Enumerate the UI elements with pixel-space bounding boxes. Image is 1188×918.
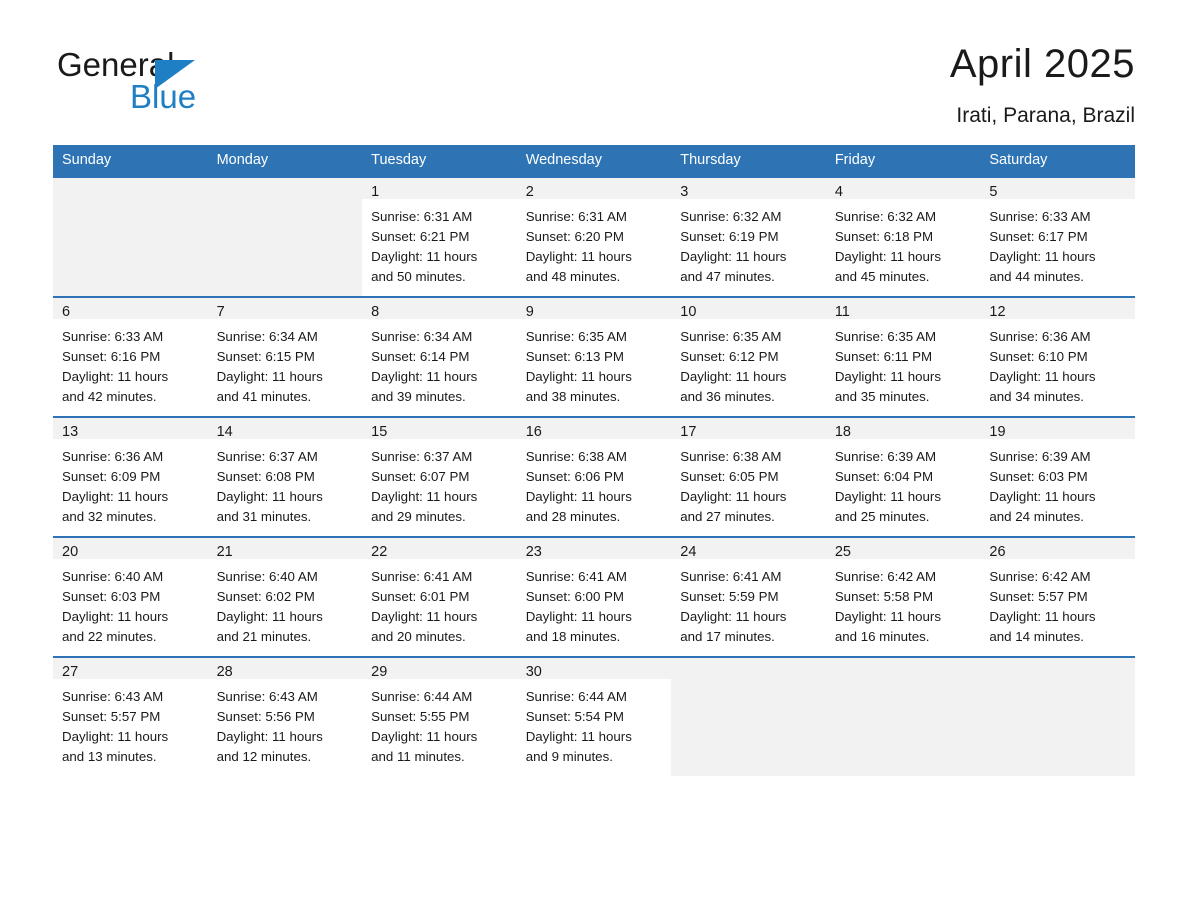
- calendar-cell[interactable]: [517, 417, 672, 537]
- sunrise-text: Sunrise: 6:39 AM: [834, 449, 937, 464]
- calendar-cell[interactable]: [362, 417, 517, 537]
- day-number: 30: [517, 658, 672, 679]
- sunrise-text: Sunrise: 6:31 AM: [371, 209, 473, 224]
- daylight-text-line2: and 14 minutes.: [989, 629, 1084, 644]
- sunset-text: Sunset: 6:20 PM: [525, 229, 624, 244]
- day-details: [53, 559, 208, 647]
- day-number: 22: [362, 538, 517, 559]
- day-number: 2: [517, 178, 672, 199]
- calendar-cell[interactable]: [53, 297, 208, 417]
- sunrise-text: Sunrise: 6:32 AM: [834, 209, 937, 224]
- day-number: 5: [980, 178, 1135, 199]
- daylight-text-line2: and 39 minutes.: [371, 389, 466, 404]
- day-details: [362, 679, 517, 767]
- day-number: 6: [53, 298, 208, 319]
- sunset-text: Sunset: 5:58 PM: [834, 589, 934, 604]
- daylight-text-line2: and 32 minutes.: [62, 509, 157, 524]
- calendar-cell[interactable]: [208, 417, 363, 537]
- calendar-cell[interactable]: [671, 537, 826, 657]
- sunset-text: Sunset: 6:02 PM: [216, 589, 315, 604]
- day-number: 29: [362, 658, 517, 679]
- daylight-text-line1: Daylight: 11 hours: [525, 489, 632, 504]
- day-details: [826, 439, 981, 527]
- sunrise-text: Sunrise: 6:44 AM: [525, 689, 627, 704]
- daylight-text-line2: and 48 minutes.: [525, 269, 621, 284]
- calendar-cell[interactable]: [208, 657, 363, 776]
- sunset-text: Sunset: 6:10 PM: [989, 349, 1088, 364]
- title-block: [950, 40, 1135, 128]
- sunset-text: Sunset: 6:21 PM: [371, 229, 470, 244]
- daylight-text-line2: and 47 minutes.: [680, 269, 775, 284]
- sunrise-text: Sunrise: 6:39 AM: [989, 449, 1091, 464]
- logo-triangle-icon: [155, 60, 195, 89]
- daylight-text-line2: and 25 minutes.: [834, 509, 930, 524]
- sunrise-text: Sunrise: 6:34 AM: [216, 329, 318, 344]
- day-details: [53, 439, 208, 527]
- location-subtitle: Irati, Parana, Brazil: [956, 104, 1135, 127]
- weekday-header-row: [53, 145, 1135, 177]
- sunrise-sunset-calendar: [53, 145, 1135, 776]
- calendar-cell[interactable]: [362, 657, 517, 776]
- sunset-text: Sunset: 5:54 PM: [525, 709, 624, 724]
- day-number: 7: [208, 298, 363, 319]
- daylight-text-line1: Daylight: 11 hours: [371, 489, 478, 504]
- day-details: [980, 559, 1135, 647]
- daylight-text-line1: Daylight: 11 hours: [216, 609, 323, 624]
- sunrise-text: Sunrise: 6:33 AM: [62, 329, 164, 344]
- sunset-text: Sunset: 6:09 PM: [62, 469, 161, 484]
- day-details: [826, 319, 981, 407]
- daylight-text-line1: Daylight: 11 hours: [371, 729, 478, 744]
- calendar-week-row: [53, 537, 1135, 657]
- sunrise-text: Sunrise: 6:41 AM: [371, 569, 473, 584]
- daylight-text-line2: and 44 minutes.: [989, 269, 1084, 284]
- calendar-cell[interactable]: [53, 417, 208, 537]
- sunset-text: Sunset: 6:00 PM: [525, 589, 624, 604]
- day-number: 23: [517, 538, 672, 559]
- daylight-text-line1: Daylight: 11 hours: [525, 249, 632, 264]
- sunrise-text: Sunrise: 6:34 AM: [371, 329, 473, 344]
- calendar-cell[interactable]: [826, 537, 981, 657]
- calendar-cell[interactable]: [671, 417, 826, 537]
- daylight-text-line2: and 45 minutes.: [834, 269, 930, 284]
- weekday-header-friday: Friday: [826, 145, 981, 177]
- sunset-text: Sunset: 6:06 PM: [525, 469, 624, 484]
- daylight-text-line1: Daylight: 11 hours: [216, 489, 323, 504]
- day-details: [208, 319, 363, 407]
- calendar-week-row: [53, 657, 1135, 776]
- sunset-text: Sunset: 6:04 PM: [834, 469, 934, 484]
- day-number: 15: [362, 418, 517, 439]
- daylight-text-line2: and 24 minutes.: [989, 509, 1084, 524]
- general-blue-logo: [57, 48, 317, 118]
- sunrise-text: Sunrise: 6:36 AM: [62, 449, 164, 464]
- day-number: 17: [671, 418, 826, 439]
- daylight-text-line1: Daylight: 11 hours: [371, 609, 478, 624]
- calendar-cell-empty: [980, 657, 1135, 776]
- daylight-text-line1: Daylight: 11 hours: [989, 369, 1096, 384]
- calendar-cell[interactable]: [980, 537, 1135, 657]
- sunrise-text: Sunrise: 6:31 AM: [525, 209, 627, 224]
- sunset-text: Sunset: 6:17 PM: [989, 229, 1088, 244]
- daylight-text-line1: Daylight: 11 hours: [62, 729, 169, 744]
- daylight-text-line1: Daylight: 11 hours: [989, 609, 1096, 624]
- sunset-text: Sunset: 5:57 PM: [62, 709, 161, 724]
- weekday-header-wednesday: Wednesday: [517, 145, 672, 177]
- day-number: 11: [826, 298, 981, 319]
- day-number: 14: [208, 418, 363, 439]
- daylight-text-line2: and 21 minutes.: [216, 629, 312, 644]
- sunset-text: Sunset: 5:56 PM: [216, 709, 315, 724]
- calendar-week-row: [53, 177, 1135, 297]
- daylight-text-line2: and 41 minutes.: [216, 389, 312, 404]
- sunrise-text: Sunrise: 6:35 AM: [525, 329, 627, 344]
- daylight-text-line2: and 11 minutes.: [371, 749, 465, 764]
- day-number: 3: [671, 178, 826, 199]
- day-details: [208, 439, 363, 527]
- calendar-week-row: [53, 417, 1135, 537]
- sunrise-text: Sunrise: 6:43 AM: [216, 689, 318, 704]
- calendar-cell[interactable]: [671, 177, 826, 297]
- calendar-cell[interactable]: [362, 537, 517, 657]
- day-details: [671, 199, 826, 287]
- calendar-cell[interactable]: [208, 537, 363, 657]
- daylight-text-line2: and 13 minutes.: [62, 749, 157, 764]
- logo-text-general: General: [57, 46, 175, 83]
- day-number: 26: [980, 538, 1135, 559]
- page-title: April 2025: [949, 42, 1135, 86]
- sunset-text: Sunset: 6:12 PM: [680, 349, 779, 364]
- calendar-cell[interactable]: [980, 297, 1135, 417]
- day-details: [980, 199, 1135, 287]
- daylight-text-line2: and 34 minutes.: [989, 389, 1084, 404]
- day-details: [671, 559, 826, 647]
- daylight-text-line1: Daylight: 11 hours: [989, 489, 1096, 504]
- daylight-text-line2: and 28 minutes.: [525, 509, 621, 524]
- day-number: 20: [53, 538, 208, 559]
- sunrise-text: Sunrise: 6:35 AM: [680, 329, 782, 344]
- sunrise-text: Sunrise: 6:37 AM: [216, 449, 318, 464]
- sunrise-text: Sunrise: 6:32 AM: [680, 209, 782, 224]
- sunrise-text: Sunrise: 6:41 AM: [680, 569, 782, 584]
- sunset-text: Sunset: 6:19 PM: [680, 229, 779, 244]
- weekday-header-monday: Monday: [208, 145, 363, 177]
- sunset-text: Sunset: 5:59 PM: [680, 589, 779, 604]
- daylight-text-line1: Daylight: 11 hours: [680, 609, 787, 624]
- weekday-header-thursday: Thursday: [671, 145, 826, 177]
- day-details: [980, 319, 1135, 407]
- sunrise-text: Sunrise: 6:44 AM: [371, 689, 473, 704]
- daylight-text-line2: and 42 minutes.: [62, 389, 157, 404]
- day-details: [517, 439, 672, 527]
- daylight-text-line2: and 38 minutes.: [525, 389, 621, 404]
- sunrise-text: Sunrise: 6:36 AM: [989, 329, 1091, 344]
- daylight-text-line1: Daylight: 11 hours: [525, 609, 632, 624]
- day-details: [208, 559, 363, 647]
- sunset-text: Sunset: 6:11 PM: [834, 349, 933, 364]
- sunset-text: Sunset: 6:01 PM: [371, 589, 470, 604]
- day-number: 13: [53, 418, 208, 439]
- sunset-text: Sunset: 5:57 PM: [989, 589, 1088, 604]
- daylight-text-line1: Daylight: 11 hours: [371, 249, 478, 264]
- calendar-cell-empty: [671, 657, 826, 776]
- sunrise-text: Sunrise: 6:40 AM: [62, 569, 164, 584]
- calendar-cell[interactable]: [53, 537, 208, 657]
- day-number: 21: [208, 538, 363, 559]
- daylight-text-line1: Daylight: 11 hours: [525, 729, 632, 744]
- logo-text-blue: Blue: [130, 78, 197, 115]
- day-details: [517, 679, 672, 767]
- calendar-cell[interactable]: [362, 177, 517, 297]
- calendar-cell[interactable]: [53, 657, 208, 776]
- calendar-cell[interactable]: [826, 417, 981, 537]
- daylight-text-line1: Daylight: 11 hours: [834, 369, 941, 384]
- sunrise-text: Sunrise: 6:41 AM: [525, 569, 627, 584]
- calendar-cell[interactable]: [826, 297, 981, 417]
- daylight-text-line2: and 31 minutes.: [216, 509, 312, 524]
- sunset-text: Sunset: 6:08 PM: [216, 469, 315, 484]
- day-details: [208, 679, 363, 767]
- calendar-cell-empty: [826, 657, 981, 776]
- daylight-text-line1: Daylight: 11 hours: [989, 249, 1096, 264]
- sunrise-text: Sunrise: 6:33 AM: [989, 209, 1091, 224]
- day-number: 19: [980, 418, 1135, 439]
- day-number: 28: [208, 658, 363, 679]
- daylight-text-line2: and 35 minutes.: [834, 389, 930, 404]
- day-number: 27: [53, 658, 208, 679]
- day-details: [53, 679, 208, 767]
- day-details: [517, 199, 672, 287]
- daylight-text-line1: Daylight: 11 hours: [834, 489, 941, 504]
- sunrise-text: Sunrise: 6:40 AM: [216, 569, 318, 584]
- sunrise-text: Sunrise: 6:42 AM: [989, 569, 1091, 584]
- sunset-text: Sunset: 6:16 PM: [62, 349, 161, 364]
- day-number: 4: [826, 178, 981, 199]
- daylight-text-line1: Daylight: 11 hours: [62, 609, 169, 624]
- calendar-cell[interactable]: [980, 417, 1135, 537]
- daylight-text-line1: Daylight: 11 hours: [525, 369, 632, 384]
- day-details: [517, 559, 672, 647]
- day-details: [826, 559, 981, 647]
- day-details: [826, 199, 981, 287]
- daylight-text-line2: and 18 minutes.: [525, 629, 621, 644]
- sunset-text: Sunset: 6:14 PM: [371, 349, 470, 364]
- sunset-text: Sunset: 6:18 PM: [834, 229, 934, 244]
- calendar-cell[interactable]: [208, 297, 363, 417]
- page-header: [53, 0, 1135, 145]
- daylight-text-line2: and 27 minutes.: [680, 509, 775, 524]
- day-details: [517, 319, 672, 407]
- daylight-text-line1: Daylight: 11 hours: [62, 489, 169, 504]
- daylight-text-line2: and 9 minutes.: [525, 749, 613, 764]
- daylight-text-line2: and 17 minutes.: [680, 629, 775, 644]
- sunrise-text: Sunrise: 6:37 AM: [371, 449, 473, 464]
- day-details: [362, 199, 517, 287]
- day-number: 10: [671, 298, 826, 319]
- sunrise-text: Sunrise: 6:43 AM: [62, 689, 164, 704]
- daylight-text-line1: Daylight: 11 hours: [680, 369, 787, 384]
- sunrise-text: Sunrise: 6:42 AM: [834, 569, 937, 584]
- day-number: 18: [826, 418, 981, 439]
- sunrise-text: Sunrise: 6:38 AM: [525, 449, 627, 464]
- calendar-cell-empty: [208, 177, 363, 297]
- daylight-text-line1: Daylight: 11 hours: [680, 489, 787, 504]
- day-details: [980, 439, 1135, 527]
- day-number: 9: [517, 298, 672, 319]
- sunset-text: Sunset: 6:07 PM: [371, 469, 470, 484]
- sunset-text: Sunset: 6:13 PM: [525, 349, 624, 364]
- calendar-week-row: [53, 297, 1135, 417]
- day-number: 16: [517, 418, 672, 439]
- weekday-header-saturday: Saturday: [980, 145, 1135, 177]
- sunrise-text: Sunrise: 6:38 AM: [680, 449, 782, 464]
- calendar-cell[interactable]: [517, 657, 672, 776]
- daylight-text-line2: and 20 minutes.: [371, 629, 466, 644]
- calendar-cell[interactable]: [826, 177, 981, 297]
- day-number: 12: [980, 298, 1135, 319]
- daylight-text-line1: Daylight: 11 hours: [216, 729, 323, 744]
- daylight-text-line1: Daylight: 11 hours: [680, 249, 787, 264]
- calendar-cell[interactable]: [517, 297, 672, 417]
- daylight-text-line2: and 36 minutes.: [680, 389, 775, 404]
- day-details: [362, 439, 517, 527]
- sunset-text: Sunset: 6:03 PM: [62, 589, 161, 604]
- day-details: [362, 319, 517, 407]
- day-details: [362, 559, 517, 647]
- daylight-text-line2: and 16 minutes.: [834, 629, 930, 644]
- calendar-cell[interactable]: [980, 177, 1135, 297]
- daylight-text-line1: Daylight: 11 hours: [834, 249, 941, 264]
- daylight-text-line2: and 50 minutes.: [371, 269, 466, 284]
- calendar-cell-empty: [53, 177, 208, 297]
- daylight-text-line2: and 12 minutes.: [216, 749, 312, 764]
- sunrise-text: Sunrise: 6:35 AM: [834, 329, 937, 344]
- calendar-cell[interactable]: [362, 297, 517, 417]
- day-number: 1: [362, 178, 517, 199]
- calendar-cell[interactable]: [517, 177, 672, 297]
- weekday-header-tuesday: Tuesday: [362, 145, 517, 177]
- daylight-text-line2: and 22 minutes.: [62, 629, 157, 644]
- daylight-text-line1: Daylight: 11 hours: [62, 369, 169, 384]
- day-details: [53, 319, 208, 407]
- day-details: [671, 319, 826, 407]
- day-number: 25: [826, 538, 981, 559]
- daylight-text-line1: Daylight: 11 hours: [371, 369, 478, 384]
- weekday-header-sunday: Sunday: [53, 145, 208, 177]
- calendar-cell[interactable]: [671, 297, 826, 417]
- sunset-text: Sunset: 5:55 PM: [371, 709, 470, 724]
- calendar-cell[interactable]: [517, 537, 672, 657]
- day-number: 24: [671, 538, 826, 559]
- day-number: 8: [362, 298, 517, 319]
- daylight-text-line1: Daylight: 11 hours: [216, 369, 323, 384]
- day-details: [671, 439, 826, 527]
- sunset-text: Sunset: 6:15 PM: [216, 349, 315, 364]
- daylight-text-line2: and 29 minutes.: [371, 509, 466, 524]
- sunset-text: Sunset: 6:03 PM: [989, 469, 1088, 484]
- sunset-text: Sunset: 6:05 PM: [680, 469, 779, 484]
- daylight-text-line1: Daylight: 11 hours: [834, 609, 941, 624]
